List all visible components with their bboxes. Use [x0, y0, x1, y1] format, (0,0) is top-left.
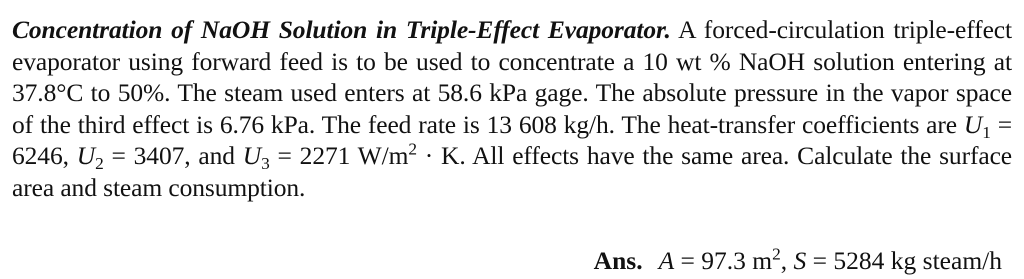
problem-closing: All effects have the same area. Calculate the surface area and steam consumption.: [12, 141, 1013, 202]
u1-value: = 6246,: [12, 109, 1012, 170]
problem-title: Concentration of NaOH Solution in Triple-Effect Evaporator.: [12, 15, 671, 44]
u3-value: = 2271 W/m: [277, 141, 409, 170]
u2-value: = 3407, and: [111, 141, 235, 170]
u3-index: 3: [261, 153, 270, 173]
u3-unit-exponent: 2: [408, 139, 417, 159]
problem-statement: [12, 14, 1012, 203]
steam-value: = 5284 kg steam/h: [812, 246, 1002, 275]
u2-index: 2: [95, 153, 104, 173]
u3-symbol: U: [242, 141, 262, 170]
u1-symbol: U: [963, 109, 983, 139]
u1-index: 1: [982, 122, 991, 142]
u3-unit-rest: · K.: [424, 141, 466, 170]
area-exponent: 2: [772, 244, 781, 264]
steam-symbol: S: [793, 246, 807, 275]
answer-line: [594, 246, 1002, 276]
problem-intro: A forced-circulation triple-effect evaporator using forward feed is to be used to concentrate a 10 wt % NaOH solution entering at 37.8°C to 50%. The steam used enters at 58.6 kPa gage. The absolute pressure in the vapor space of the third effect is 6.76 kPa. The feed rate is 13 608 kg/h. The heat-transfer coefficients are: [12, 15, 1012, 139]
area-value: = 97.3 m: [680, 246, 773, 275]
answer-separator: ,: [780, 246, 788, 275]
area-symbol: A: [658, 246, 675, 275]
u2-symbol: U: [76, 141, 96, 170]
answer-label: Ans.: [593, 246, 643, 275]
